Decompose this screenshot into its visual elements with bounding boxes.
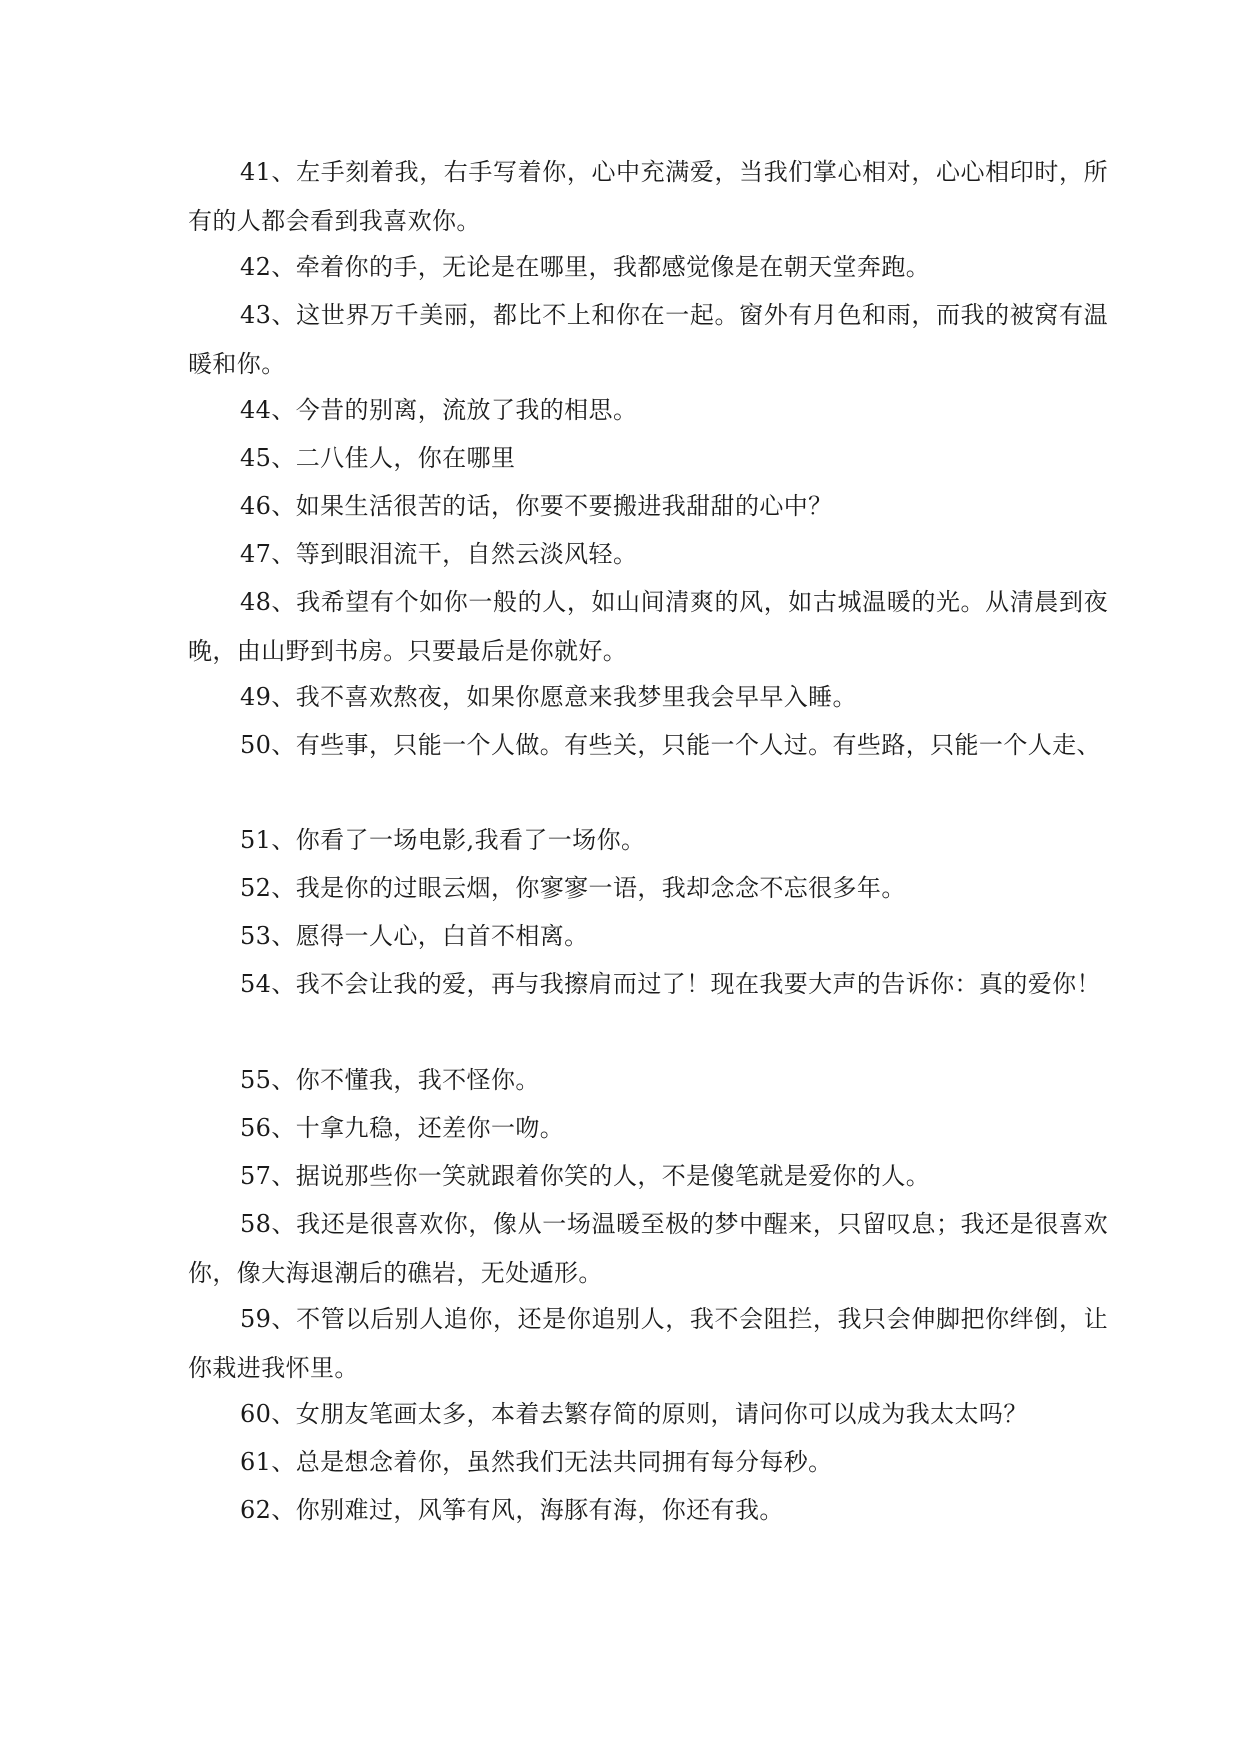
paragraph-55: 55、你不懂我，我不怪你。: [240, 1066, 540, 1094]
paragraph-46: 46、如果生活很苦的话，你要不要搬进我甜甜的心中？: [240, 492, 833, 520]
paragraph-44: 44、今昔的别离，流放了我的相思。: [240, 396, 638, 424]
document-body: [188, 0, 1108, 1754]
paragraph-43: 43、这世界万千美丽，都比不上和你在一起。窗外有月色和雨，而我的被窝有温暖和你。: [188, 301, 1108, 378]
paragraph-49: 49、我不喜欢熬夜，如果你愿意来我梦里我会早早入睡。: [240, 683, 857, 711]
paragraph-51: 51、你看了一场电影,我看了一场你。: [240, 826, 646, 854]
paragraph-52: 52、我是你的过眼云烟，你寥寥一语，我却念念不忘很多年。: [240, 874, 906, 902]
paragraph-48: 48、我希望有个如你一般的人，如山间清爽的风，如古城温暖的光。从清晨到夜晚，由山野到书房。只要最后是你就好。: [188, 588, 1108, 665]
paragraph-56: 56、十拿九稳，还差你一吻。: [240, 1114, 565, 1142]
paragraph-61: 61、总是想念着你，虽然我们无法共同拥有每分每秒。: [240, 1448, 833, 1476]
paragraph-53: 53、愿得一人心，白首不相离。: [240, 922, 589, 950]
paragraph-47: 47、等到眼泪流干，自然云淡风轻。: [240, 540, 638, 568]
paragraph-59: 59、不管以后别人追你，还是你追别人，我不会阻拦，我只会伸脚把你绊倒，让你栽进我怀里。: [188, 1305, 1108, 1382]
paragraph-57: 57、据说那些你一笑就跟着你笑的人，不是傻笔就是爱你的人。: [240, 1162, 931, 1190]
paragraph-54: 54、我不会让我的爱，再与我擦肩而过了！现在我要大声的告诉你：真的爱你！: [240, 970, 1101, 998]
paragraph-50: 50、有些事，只能一个人做。有些关，只能一个人过。有些路，只能一个人走、: [240, 731, 1101, 759]
paragraph-62: 62、你别难过，风筝有风，海豚有海，你还有我。: [240, 1496, 784, 1524]
paragraph-45: 45、二八佳人，你在哪里: [240, 444, 516, 472]
paragraph-58: 58、我还是很喜欢你，像从一场温暖至极的梦中醒来，只留叹息；我还是很喜欢你，像大海退潮后的礁岩，无处遁形。: [188, 1210, 1108, 1287]
paragraph-42: 42、牵着你的手，无论是在哪里，我都感觉像是在朝天堂奔跑。: [240, 253, 931, 281]
paragraph-60: 60、女朋友笔画太多，本着去繁存简的原则，请问你可以成为我太太吗？: [240, 1400, 1028, 1428]
paragraph-41: 41、左手刻着我，右手写着你，心中充满爱，当我们掌心相对，心心相印时，所有的人都会看到我喜欢你。: [188, 158, 1108, 235]
